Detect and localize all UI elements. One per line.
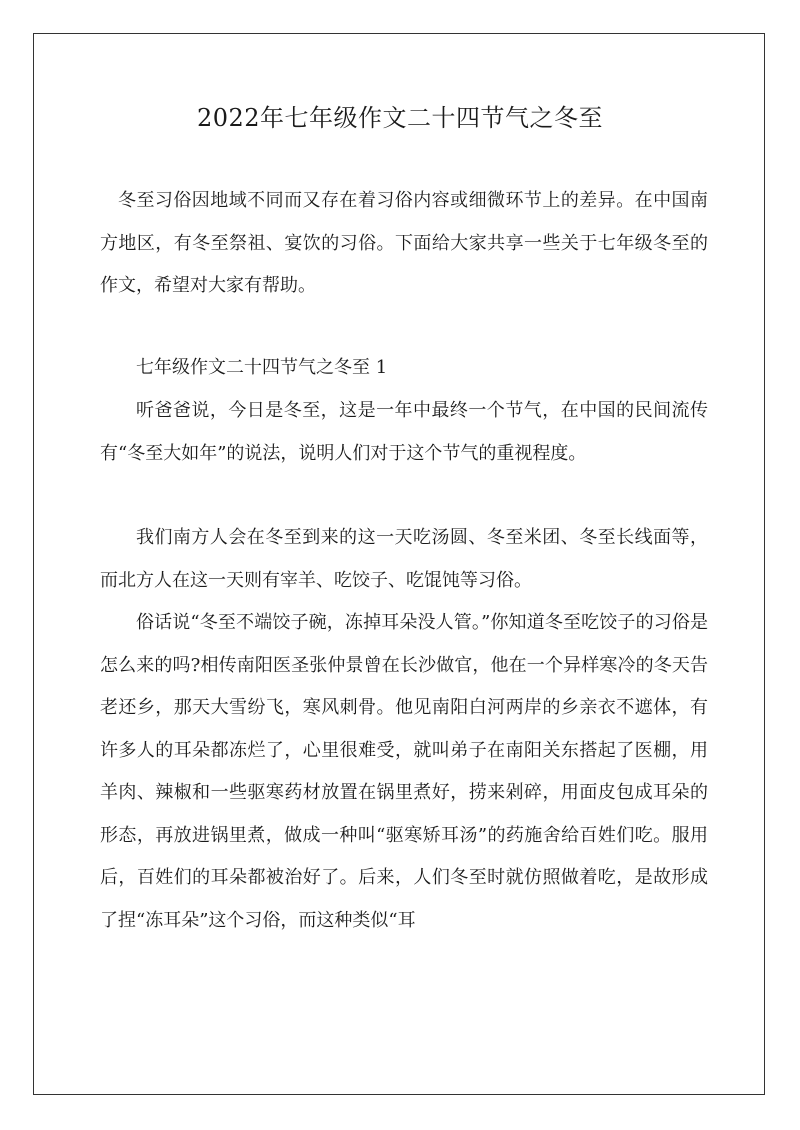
body-paragraph: 我们南方人会在冬至到来的这一天吃汤圆、冬至米团、冬至长线面等，而北方人在这一天则有宰羊、吃饺子、吃馄饨等习俗。 <box>100 527 708 591</box>
intro-paragraph: 冬至习俗因地域不同而又存在着习俗内容或细微环节上的差异。在中国南方地区，有冬至祭祖、宴饮的习俗。下面给大家共享一些关于七年级冬至的作文，希望对大家有帮助。 <box>100 190 708 296</box>
section-heading: 七年级作文二十四节气之冬至 1 <box>136 357 388 378</box>
body-paragraph: 俗话说“冬至不端饺子碗，冻掉耳朵没人管。”你知道冬至吃饺子的习俗是怎么来的吗?相传南阳医圣张仲景曾在长沙做官，他在一个异样寒冷的冬天告老还乡，那天大雪纷飞，寒风刺骨。他见南阳白河两岸的乡亲衣不遮体，有许多人的耳朵都冻烂了，心里很难受，就叫弟子在南阳关东搭起了医棚，用羊肉、辣椒和一些驱寒药材放置在锅里煮好，捞来剁碎，用面皮包成耳朵的形态，再放进锅里煮，做成一种叫“驱寒矫耳汤”的药施舍给百姓们吃。服用后，百姓们的耳朵都被治好了。后来，人们冬至时就仿照做着吃，是故形成了捏“冻耳朵”这个习俗，而这种类似“耳 <box>100 612 708 931</box>
document-title: 2022年七年级作文二十四节气之冬至 <box>196 104 604 132</box>
body-paragraph: 听爸爸说，今日是冬至，这是一年中最终一个节气，在中国的民间流传有“冬至大如年”的说法，说明人们对于这个节气的重视程度。 <box>100 400 708 464</box>
